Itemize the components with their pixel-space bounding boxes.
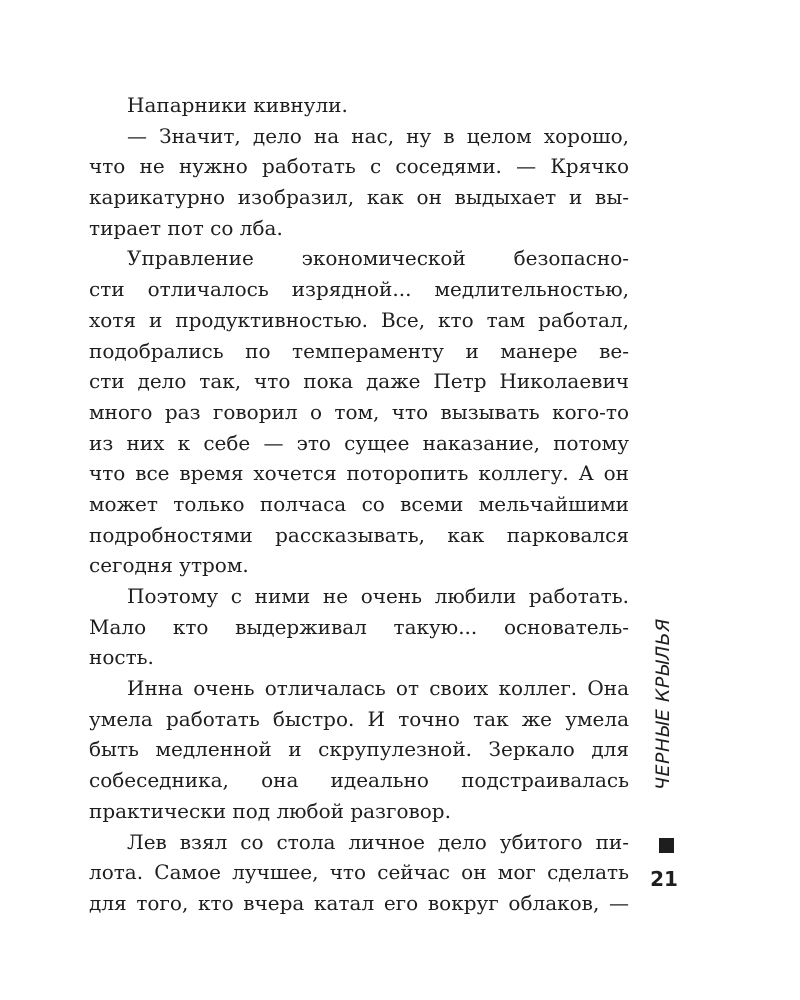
running-head: [652, 618, 680, 860]
text-line: Лев взял со стола личное дело убитого пи-: [127, 829, 629, 854]
text-line: сегодня утром.: [89, 553, 249, 578]
text-line: подробностями рассказывать, как парковался: [89, 522, 629, 547]
text-line: практически под любой разговор.: [89, 798, 451, 823]
text-line: лота. Самое лучшее, что сейчас он мог сделать: [89, 860, 629, 885]
text-line: Управление экономической безопасно-: [127, 246, 629, 271]
text-line: карикатурно изобразил, как он выдыхает и вы-: [89, 185, 629, 210]
text-line: ность.: [89, 645, 154, 670]
text-line: Инна очень отличалась от своих коллег. Она: [127, 676, 629, 701]
text-line: быть медленной и скрупулезной. Зеркало для: [89, 737, 629, 762]
text-line: собеседника, она идеально подстраивалась: [89, 768, 629, 793]
text-line: Напарники кивнули.: [127, 93, 348, 117]
text-line: может только полчаса со всеми мельчайшими: [89, 491, 629, 516]
text-line: из них к себе — это сущее наказание, потому: [89, 430, 629, 455]
text-line: что все время хочется поторопить коллегу. А он: [89, 461, 629, 486]
text-line: для того, кто вчера катал его вокруг облаков, —: [89, 890, 629, 915]
text-line: что не нужно работать с соседями. — Крячко: [89, 154, 629, 179]
text-line: Мало кто выдерживал такую... основатель-: [89, 614, 629, 639]
page-number: 21: [650, 867, 678, 891]
text-line: — Значит, дело на нас, ну в целом хорошо,: [127, 123, 629, 148]
text-line: тирает пот со лба.: [89, 215, 283, 240]
black-square-icon: [659, 838, 674, 853]
text-line: умела работать быстро. И точно так же умела: [89, 706, 629, 731]
body-text: [89, 90, 629, 919]
text-line: сти отличалось изрядной... медлительностью,: [89, 277, 629, 302]
text-line: хотя и продуктивностью. Все, кто там работал,: [89, 307, 629, 332]
text-line: подобрались по темпераменту и манере ве-: [89, 338, 629, 363]
running-head-title: ЧЕРНЫЕ КРЫЛЬЯ: [652, 618, 674, 790]
text-line: много раз говорил о том, что вызывать кого-то: [89, 399, 629, 424]
text-line: Поэтому с ними не очень любили работать.: [127, 584, 629, 608]
text-line: сти дело так, что пока даже Петр Николаевич: [89, 369, 629, 394]
